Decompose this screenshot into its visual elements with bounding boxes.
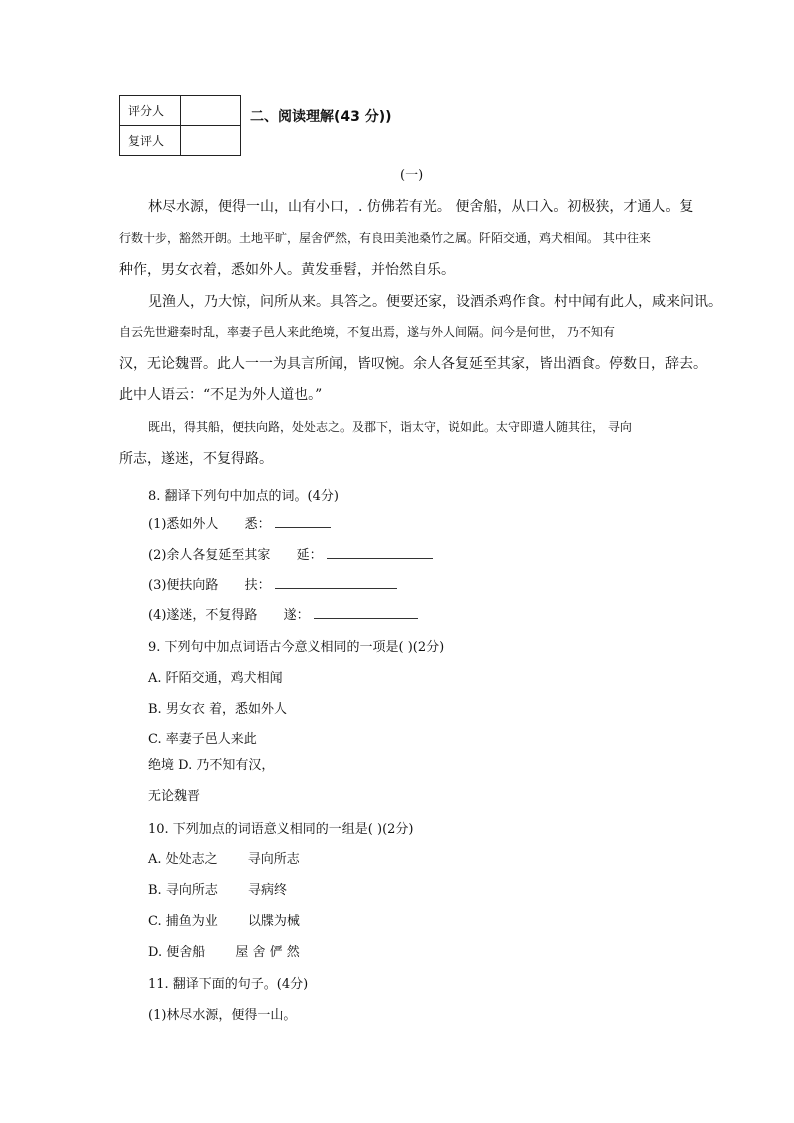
question-8-item [148,604,418,623]
question-10-option [148,879,287,898]
question-10-option [148,941,300,960]
answer-blank[interactable] [275,514,331,528]
passage-line: 自云先世避秦时乱，率妻子邑人来此绝境，不复出焉，遂与外人间隔。问今是何世， 乃不知有 [119,325,615,339]
item-word: 延： [296,548,323,563]
item-sentence: (3)便扶向路 [148,578,219,593]
passage-line: 林尽水源，便得一山，山有小口，. 仿佛若有光。 便舍船，从口入。初极狭，才通人。复 [148,199,694,215]
question-8-stem: 8. 翻译下列句中加点的词。(4分) [148,489,339,504]
item-word: 扶： [244,578,271,593]
option-left: B. 寻向所志 [148,883,218,898]
passage-line: 汉，无论魏晋。此人一一为具言所闻，皆叹惋。余人各复延至其家，皆出酒食。停数日，辞去。 [119,356,707,372]
passage-line: 所志，遂迷，不复得路。 [119,451,273,467]
item-sentence: (1)悉如外人 [148,517,219,532]
question-10-stem: 10. 下列加点的词语意义相同的一组是( )(2分) [148,822,414,837]
part-number: (一) [400,168,424,183]
passage-line: 此中人语云：“不足为外人道也。” [119,387,323,403]
option-left: A. 处处志之 [148,852,218,867]
answer-blank[interactable] [314,605,418,619]
item-word: 遂： [283,608,310,623]
option-right: 寻向所志 [247,852,300,867]
passage-line: 种作，男女衣着，悉如外人。黄发垂髫，并怡然自乐。 [119,262,455,278]
option-right: 寻病终 [247,883,287,898]
item-sentence: (2)余人各复延至其家 [148,548,271,563]
score-row-label: 复评人 [120,126,181,156]
question-11-item: (1)林尽水源，便得一山。 [148,1008,297,1023]
item-sentence: (4)遂迷，不复得路 [148,608,258,623]
score-row-label: 评分人 [120,96,181,126]
score-table [119,95,241,156]
question-9-option: 绝境 D. 乃不知有汉， [148,758,275,773]
passage-line: 既出，得其船，便扶向路，处处志之。及郡下，诣太守，说如此。太守即遣人随其往， 寻向 [148,420,632,434]
option-left: D. 便舍船 [148,945,206,960]
question-9-option: 无论魏晋 [148,789,201,804]
question-9-option: C. 率妻子邑人来此 [148,732,257,747]
option-right: 以牒为械 [247,914,300,929]
question-9-option: A. 阡陌交通，鸡犬相闻 [148,671,283,686]
passage-line: 见渔人，乃大惊，问所从来。具答之。便要还家，设酒杀鸡作食。村中闻有此人，咸来问讯。 [148,294,722,310]
option-left: C. 捕鱼为业 [148,914,218,929]
question-11-stem: 11. 翻译下面的句子。(4分) [148,977,309,992]
score-cell[interactable] [181,96,241,126]
item-word: 悉： [244,517,271,532]
answer-blank[interactable] [275,575,397,589]
score-cell[interactable] [181,126,241,156]
question-8-item [148,574,397,593]
score-row [120,96,241,126]
question-9-stem: 9. 下列句中加点词语古今意义相同的一项是( )(2分) [148,640,445,655]
question-10-option [148,910,300,929]
passage-line: 行数十步，豁然开朗。土地平旷，屋舍俨然，有良田美池桑竹之属。阡陌交通，鸡犬相闻。 其中往来 [119,231,651,245]
option-right: 屋 舍 俨 然 [235,945,300,960]
question-8-item [148,513,331,532]
score-row [120,126,241,156]
question-10-option [148,848,300,867]
answer-blank[interactable] [327,545,433,559]
section-title: 二、阅读理解(43 分)) [250,109,392,125]
question-9-option: B. 男女衣 着，悉如外人 [148,702,287,717]
question-8-item [148,544,433,563]
